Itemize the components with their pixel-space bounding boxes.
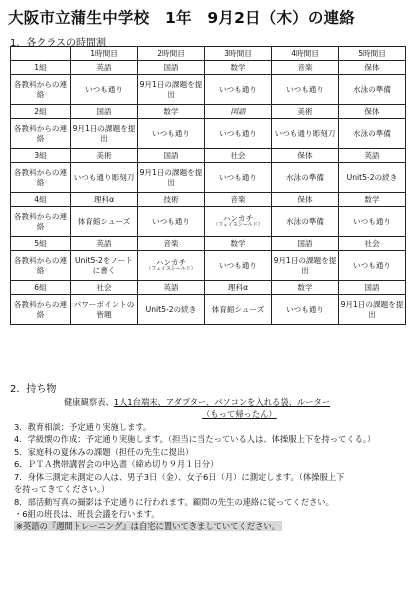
section-belongings-heading: 2．持ち物 bbox=[10, 384, 57, 395]
subject-cell: 数学 bbox=[205, 237, 272, 251]
subject-cell: 国語 bbox=[138, 149, 205, 163]
schedule-table bbox=[10, 46, 406, 325]
note-cell bbox=[71, 295, 138, 325]
note-label: 各教科からの連絡 bbox=[11, 295, 71, 325]
note-cell bbox=[71, 163, 138, 193]
subject-cell: 保体 bbox=[272, 149, 339, 163]
subject-cell: 国語 bbox=[71, 105, 138, 119]
note-cell bbox=[138, 119, 205, 149]
subject-cell: 保体 bbox=[339, 105, 406, 119]
subject-cell: 技術 bbox=[138, 193, 205, 207]
belongings-devices-note: （もって帰ったん） bbox=[202, 409, 277, 420]
class-name: 6組 bbox=[11, 281, 71, 295]
subject-cell: 社会 bbox=[205, 149, 272, 163]
note-cell bbox=[272, 207, 339, 237]
note-label: 各教科からの連絡 bbox=[11, 251, 71, 281]
note-subtext: （フェイスシールド） bbox=[146, 266, 196, 273]
subject-cell: 国語 bbox=[272, 237, 339, 251]
note-cell bbox=[205, 119, 272, 149]
period-header: 5時間目 bbox=[339, 47, 406, 61]
note-text: 9月1日の課題を提出 bbox=[273, 256, 337, 275]
subject-cell: 理科α bbox=[71, 193, 138, 207]
note-cell bbox=[138, 295, 205, 325]
note-text: 9月1日の課題を提出 bbox=[340, 300, 404, 319]
class-name: 4組 bbox=[11, 193, 71, 207]
note-cell bbox=[138, 207, 205, 237]
note-cell bbox=[205, 207, 272, 237]
note-text: いつも通り bbox=[152, 128, 190, 138]
subject-cell: 英語 bbox=[138, 281, 205, 295]
subject-cell: 社会 bbox=[339, 237, 406, 251]
subject-cell: 美術 bbox=[71, 149, 138, 163]
note-text: 体育館シューズ bbox=[77, 216, 131, 226]
class-row bbox=[11, 105, 406, 119]
subject-cell: 国語 bbox=[205, 105, 272, 119]
subject-cell: 理科α bbox=[205, 281, 272, 295]
subject-cell: 数学 bbox=[272, 281, 339, 295]
note-text: Unit5-2をノートに書く bbox=[74, 256, 133, 275]
note-cell bbox=[272, 251, 339, 281]
note-cell bbox=[339, 207, 406, 237]
note-label: 各教科からの連絡 bbox=[11, 207, 71, 237]
subject-cell: 保体 bbox=[339, 61, 406, 75]
note-text: いつも通り彫刻刀 bbox=[274, 128, 336, 138]
subject-cell: 美術 bbox=[272, 105, 339, 119]
notice-item-leaders: ・6組の班長は、班長会議を行います。 bbox=[14, 508, 160, 519]
note-text: いつも通り bbox=[286, 84, 324, 94]
belongings-line-2 bbox=[14, 408, 414, 420]
class-note-row bbox=[11, 119, 406, 149]
note-text: いつも通り bbox=[219, 128, 257, 138]
notice-item-english bbox=[14, 520, 414, 532]
notice-item-3: 3．教育相談：予定通り実施します。 bbox=[14, 421, 152, 432]
note-cell bbox=[71, 75, 138, 105]
note-text: いつも通り bbox=[85, 84, 123, 94]
class-name: 2組 bbox=[11, 105, 71, 119]
subject-cell: 英語 bbox=[71, 237, 138, 251]
note-text: いつも通り bbox=[353, 260, 391, 270]
note-text: いつも通り bbox=[219, 172, 257, 182]
section-schedule-heading: 1．各クラスの時間割 bbox=[10, 38, 107, 49]
subject-cell: 数学 bbox=[138, 105, 205, 119]
note-cell bbox=[205, 163, 272, 193]
class-note-row bbox=[11, 163, 406, 193]
note-text: 9月1日の課題を提出 bbox=[139, 168, 203, 187]
class-row bbox=[11, 193, 406, 207]
note-text: いつも通り bbox=[219, 260, 257, 270]
note-text: 体育館シューズ bbox=[211, 304, 265, 314]
note-cell bbox=[272, 119, 339, 149]
class-name: 3組 bbox=[11, 149, 71, 163]
note-label: 各教科からの連絡 bbox=[11, 75, 71, 105]
notice-item-6: 6．ＰＴＡ携帯講習会の申込書（締め切り９月１日分） bbox=[14, 459, 219, 470]
note-text: ハンカチ bbox=[222, 214, 254, 223]
subject-cell: 保体 bbox=[272, 193, 339, 207]
note-cell bbox=[205, 75, 272, 105]
note-text: 9月1日の課題を提出 bbox=[139, 80, 203, 99]
class-note-row bbox=[11, 251, 406, 281]
subject-cell: 数学 bbox=[339, 193, 406, 207]
note-cell bbox=[71, 119, 138, 149]
note-cell bbox=[138, 163, 205, 193]
class-row bbox=[11, 61, 406, 75]
notice-item-8: 8．部活動写真の撮影は予定通りに行われます。顧問の先生の連絡に従ってください。 bbox=[14, 496, 334, 507]
page-title: 大阪市立蒲生中学校 1年 9月2日（木）の連絡 bbox=[8, 9, 355, 27]
note-cell bbox=[339, 295, 406, 325]
note-cell bbox=[138, 75, 205, 105]
note-label: 各教科からの連絡 bbox=[11, 119, 71, 149]
note-cell bbox=[272, 75, 339, 105]
note-cell bbox=[138, 251, 205, 281]
notice-item-7: 7．身体三測定未測定の人は、男子3日（金）、女子6日（月）に測定します。（体操服上下 bbox=[14, 471, 345, 482]
subject-cell: 音楽 bbox=[272, 61, 339, 75]
class-name: 5組 bbox=[11, 237, 71, 251]
subject-cell: 英語 bbox=[339, 149, 406, 163]
subject-cell: 国語 bbox=[339, 281, 406, 295]
note-cell bbox=[71, 207, 138, 237]
note-cell bbox=[205, 251, 272, 281]
note-text: いつも通り彫刻刀 bbox=[73, 172, 135, 182]
schedule-header-row bbox=[11, 47, 406, 61]
period-header: 1時間目 bbox=[71, 47, 138, 61]
note-cell bbox=[272, 295, 339, 325]
belongings-line bbox=[14, 396, 414, 408]
class-note-row bbox=[11, 75, 406, 105]
subject-cell: 社会 bbox=[71, 281, 138, 295]
note-text: いつも通り bbox=[286, 304, 324, 314]
note-text: 水泳の準備 bbox=[286, 216, 324, 226]
note-cell bbox=[205, 295, 272, 325]
header-blank-cell bbox=[11, 47, 71, 61]
subject-cell: 数学 bbox=[205, 61, 272, 75]
note-text: Unit5-2の続き bbox=[346, 172, 398, 182]
note-cell bbox=[339, 163, 406, 193]
class-row bbox=[11, 237, 406, 251]
notice-item-4: 4．学級懐の作成：予定通り実施します。（担当に当たっている人は、体操服上下を持ってくる。） bbox=[14, 434, 376, 445]
note-text: 9月1日の課題を提出 bbox=[72, 124, 136, 143]
note-cell bbox=[71, 251, 138, 281]
notice-item-5: 5．家庭科の夏休みの課題（担任の先生に提出） bbox=[14, 446, 194, 457]
class-name: 1組 bbox=[11, 61, 71, 75]
subject-cell: 音楽 bbox=[138, 237, 205, 251]
note-text: いつも通り bbox=[152, 216, 190, 226]
note-label: 各教科からの連絡 bbox=[11, 163, 71, 193]
class-note-row bbox=[11, 295, 406, 325]
note-text: Unit5-2の続き bbox=[145, 304, 197, 314]
class-row bbox=[11, 149, 406, 163]
note-text: 水泳の準備 bbox=[353, 128, 391, 138]
belongings-devices: 1人1台端末、アダプター、パソコンを入れる袋、ルーター bbox=[113, 397, 331, 407]
subject-cell: 国語 bbox=[138, 61, 205, 75]
note-subtext: （フェイスシールド） bbox=[213, 222, 263, 229]
subject-cell: 音楽 bbox=[205, 193, 272, 207]
note-cell bbox=[272, 163, 339, 193]
note-text: 水泳の準備 bbox=[286, 172, 324, 182]
belongings-text: 健康観察表、 bbox=[64, 397, 114, 407]
note-text: 水泳の準備 bbox=[353, 84, 391, 94]
note-text: パワーポイントの皆題 bbox=[73, 300, 135, 319]
period-header: 4時間目 bbox=[272, 47, 339, 61]
note-cell bbox=[339, 75, 406, 105]
note-cell bbox=[339, 119, 406, 149]
class-row bbox=[11, 281, 406, 295]
note-text: ハンカチ bbox=[155, 258, 187, 267]
notice-list bbox=[14, 396, 414, 533]
note-cell bbox=[339, 251, 406, 281]
note-text: いつも通り bbox=[353, 216, 391, 226]
note-text: いつも通り bbox=[219, 84, 257, 94]
notice-item-7-cont: を持ってきてください。） bbox=[14, 484, 110, 495]
subject-cell: 英語 bbox=[71, 61, 138, 75]
period-header: 3時間目 bbox=[205, 47, 272, 61]
class-note-row bbox=[11, 207, 406, 237]
period-header: 2時間目 bbox=[138, 47, 205, 61]
notice-english-text: ※英語の『週間トレーニング』は自宅に置いてきましていてください。 bbox=[16, 521, 280, 532]
